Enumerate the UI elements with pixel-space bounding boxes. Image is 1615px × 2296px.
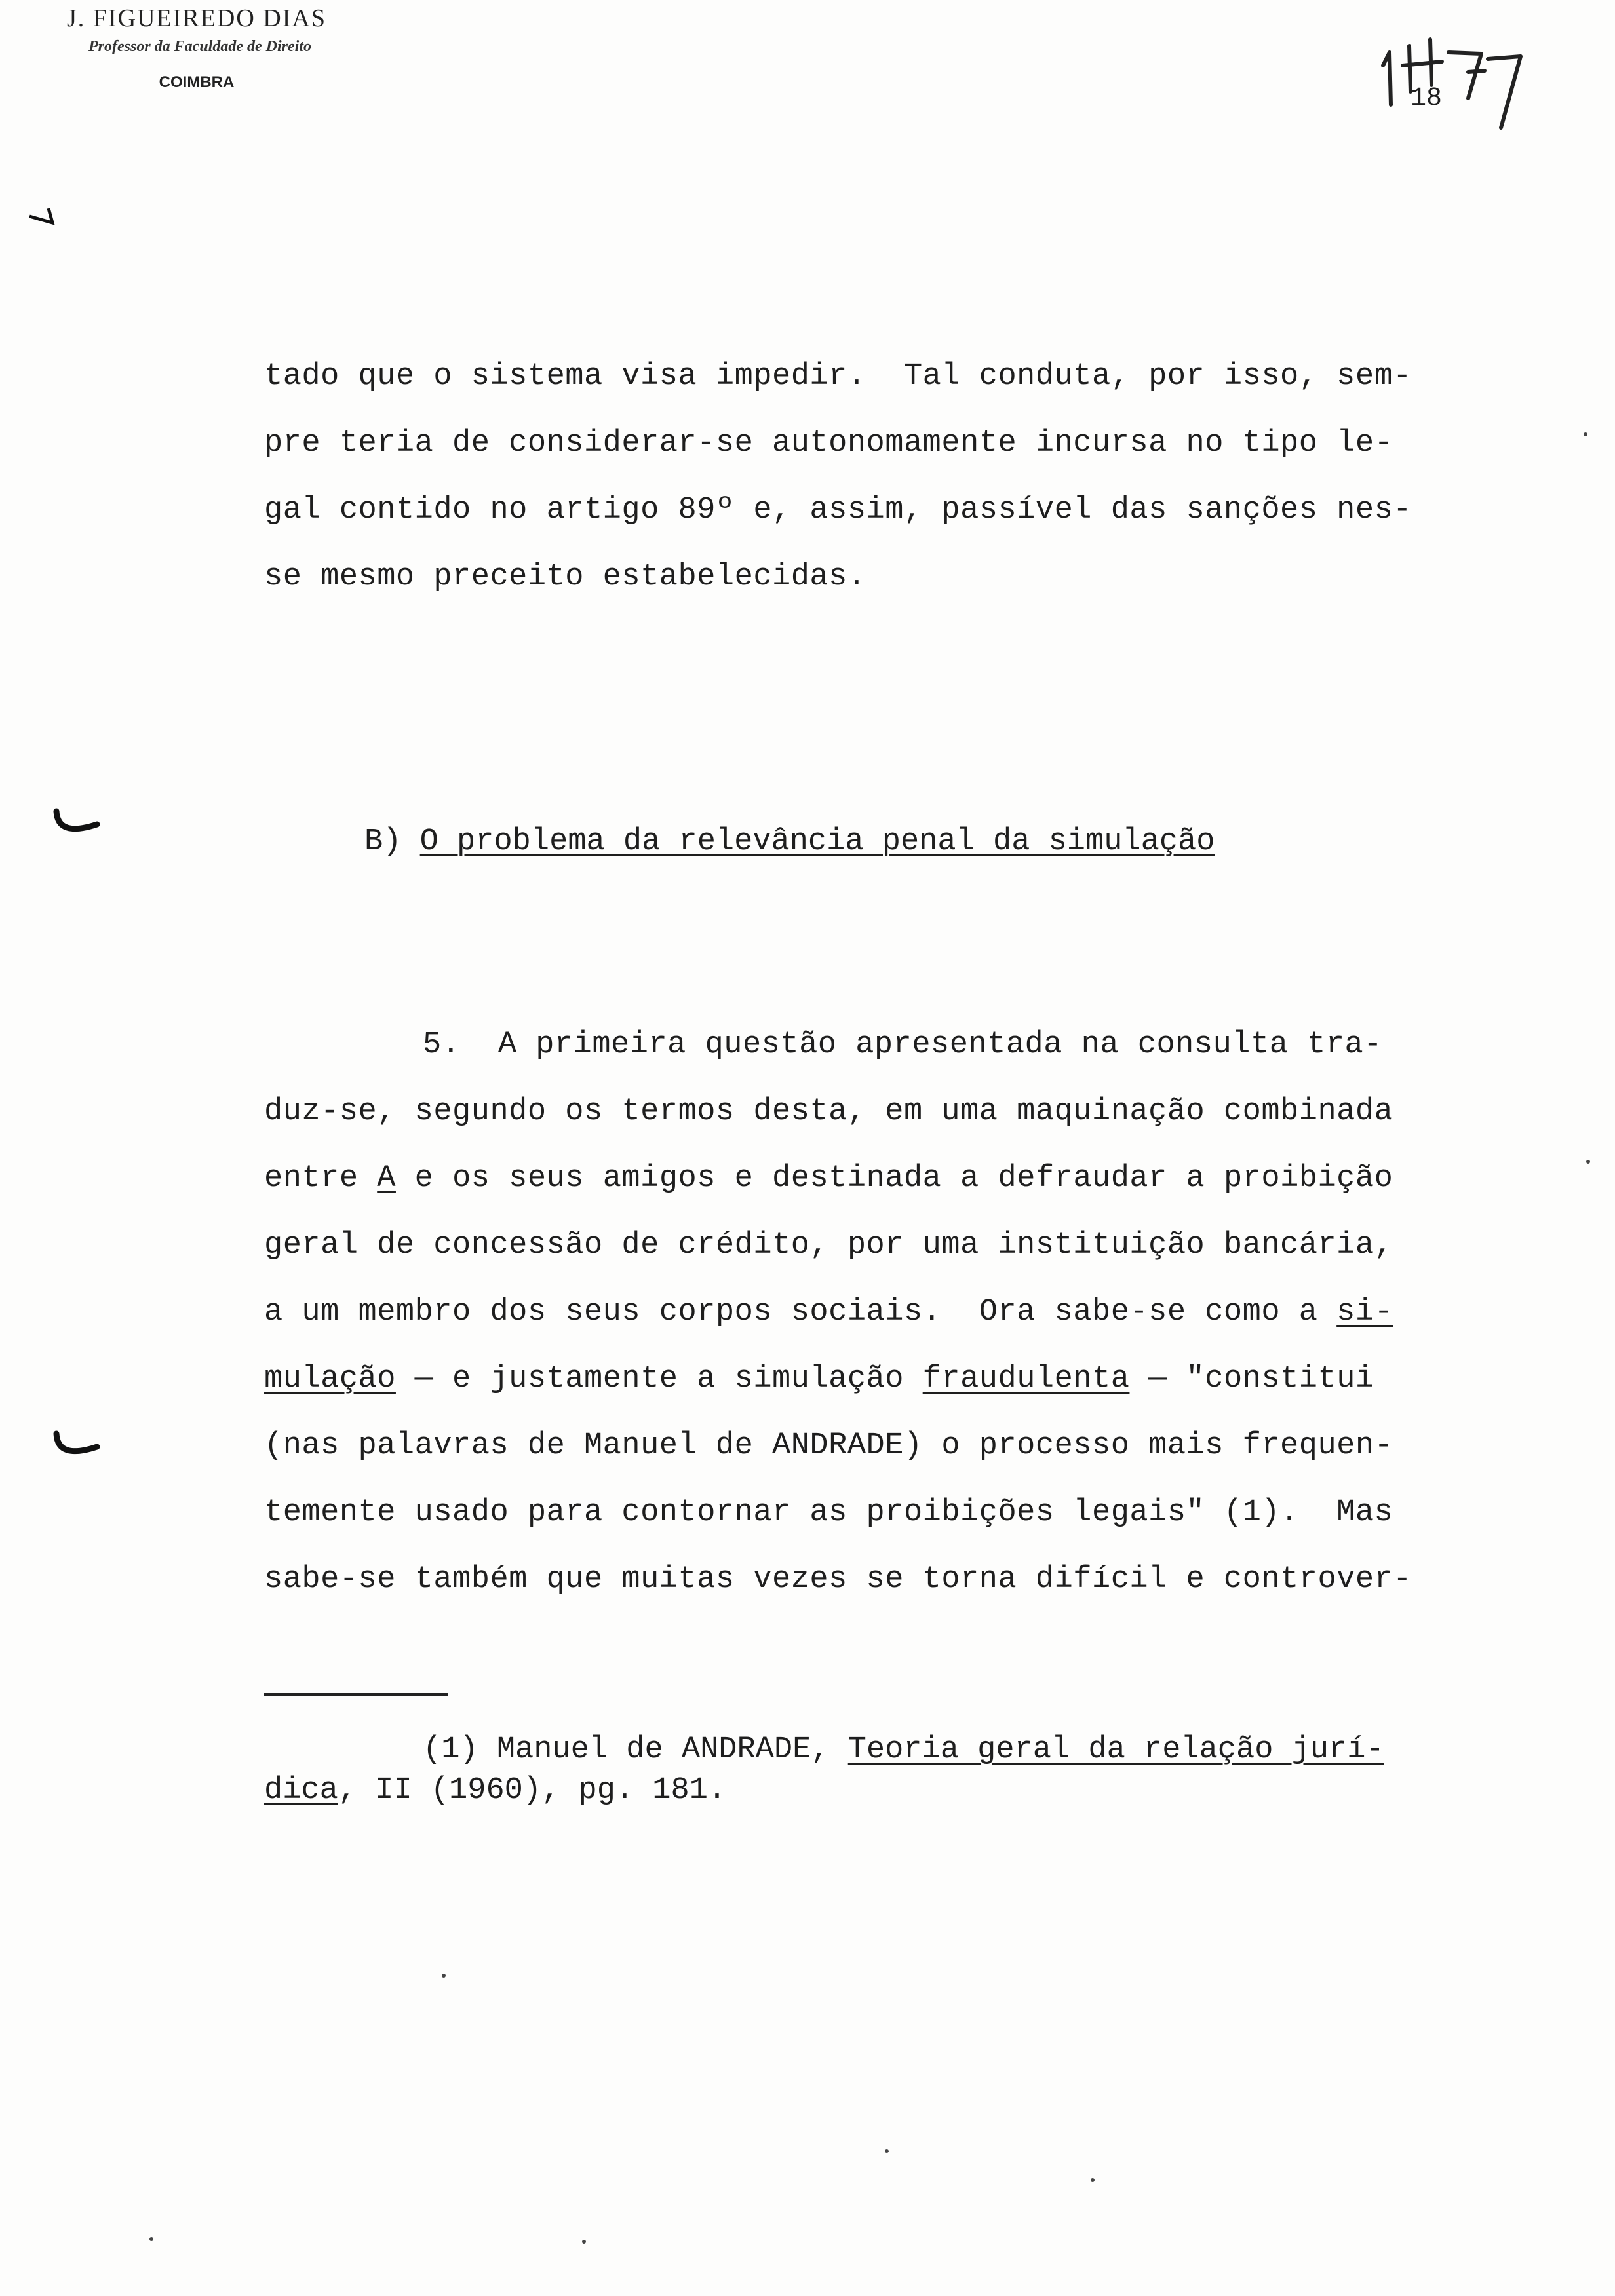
underlined-party-a: A	[377, 1161, 396, 1196]
text-span: (1) Manuel de ANDRADE,	[423, 1732, 848, 1767]
section-heading-label: B)	[364, 824, 402, 859]
scan-speck	[442, 1974, 446, 1978]
scan-speck	[582, 2240, 586, 2244]
punch-hole-mark	[51, 1428, 104, 1468]
paragraph2-line-3	[264, 1161, 1393, 1196]
text-span: , II (1960), pg. 181.	[338, 1773, 727, 1808]
paragraph2-line-8: temente usado para contornar as proibições legais" (1). Mas	[264, 1495, 1393, 1530]
punch-hole-mark	[51, 806, 104, 845]
section-heading	[364, 824, 1215, 859]
underlined-term: si-	[1336, 1295, 1393, 1330]
paragraph1-line-3: gal contido no artigo 89º e, assim, passível das sanções nes-	[264, 493, 1412, 527]
margin-tick-mark	[26, 203, 59, 236]
text-span: — "constitui	[1129, 1362, 1374, 1396]
text-span: entre	[264, 1161, 378, 1196]
paragraph1-line-4: se mesmo preceito estabelecidas.	[264, 560, 866, 594]
scan-speck	[149, 2237, 153, 2241]
paragraph1-line-2: pre teria de considerar-se autonomamente incursa no tipo le-	[264, 426, 1393, 461]
text-span: e os seus amigos e destinada a defraudar a proibição	[395, 1161, 1393, 1196]
section-heading-title: O problema da relevância penal da simulação	[419, 824, 1215, 859]
paragraph2-line-7: (nas palavras de Manuel de ANDRADE) o processo mais frequen-	[264, 1428, 1393, 1463]
underlined-title: Teoria geral da relação jurí-	[847, 1732, 1384, 1767]
footnote-line-2	[264, 1773, 726, 1808]
author-city: COIMBRA	[159, 73, 235, 91]
footnote-divider	[264, 1693, 448, 1696]
scan-speck	[1584, 432, 1587, 436]
paragraph2-line-9: sabe-se também que muitas vezes se torna difícil e controver-	[264, 1562, 1412, 1597]
paragraph2-line-6	[264, 1362, 1374, 1396]
underlined-term: fraudulenta	[922, 1362, 1130, 1396]
author-title: Professor da Faculdade de Direito	[88, 38, 311, 55]
scan-speck	[885, 2149, 889, 2153]
text-span: — e justamente a simulação	[395, 1362, 923, 1396]
underlined-title: dica	[264, 1773, 338, 1808]
page-number: 18	[1411, 84, 1443, 113]
text-span: a um membro dos seus corpos sociais. Ora sabe-se como a	[264, 1295, 1337, 1330]
footnote-line-1	[423, 1732, 1384, 1767]
paragraph2-line-2: duz-se, segundo os termos desta, em uma maquinação combinada	[264, 1094, 1393, 1129]
author-name: J. FIGUEIREDO DIAS	[67, 5, 326, 32]
paragraph2-line-1: 5. A primeira questão apresentada na consulta tra-	[423, 1027, 1382, 1062]
scan-speck	[1091, 2178, 1095, 2182]
underlined-term: mulação	[264, 1362, 396, 1396]
handwritten-folio-mark	[1370, 13, 1540, 131]
paragraph2-line-4: geral de concessão de crédito, por uma instituição bancária,	[264, 1228, 1393, 1263]
paragraph2-line-5	[264, 1295, 1393, 1330]
paragraph1-line-1: tado que o sistema visa impedir. Tal conduta, por isso, sem-	[264, 359, 1412, 394]
scan-speck	[1586, 1160, 1590, 1164]
